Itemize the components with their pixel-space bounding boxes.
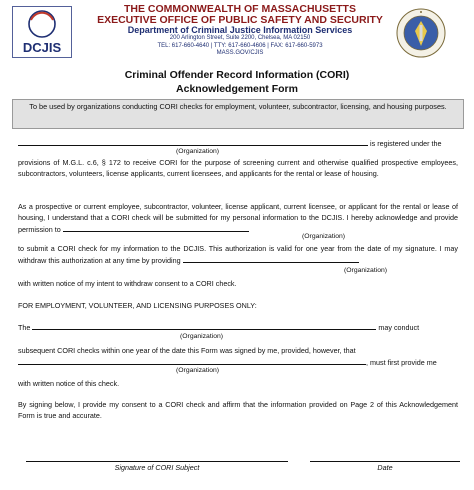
authorization-text: to submit a CORI check for my information to the DCJIS. This authorization is valid for one year from the date of my signature. I may withdraw this authorization at any time by providing bbox=[18, 244, 458, 266]
organization-field-2[interactable] bbox=[63, 223, 249, 232]
the-word: The bbox=[18, 323, 31, 332]
may-conduct-text: may conduct bbox=[378, 323, 420, 332]
paragraph-acknowledgement bbox=[18, 201, 458, 236]
subsequent-checks-text: subsequent CORI checks within one year of the date this Form was signed by me, provided, however, that bbox=[18, 346, 356, 355]
organization-field-3[interactable] bbox=[183, 254, 359, 263]
organization-field-4[interactable] bbox=[32, 321, 376, 330]
section-heading: FOR EMPLOYMENT, VOLUNTEER, AND LICENSING PURPOSES ONLY: bbox=[18, 301, 257, 310]
dcjis-logo bbox=[12, 6, 72, 58]
acknowledgement-text: As a prospective or current employee, subcontractor, volunteer, license applicant, current licensee, or applicant for the rental or lease of housing, I understand that a CORI check will be submitted for my personal information to the DCJIS. I hereby acknowledge and provide permission to bbox=[18, 202, 458, 235]
organization-caption-3: (Organization) bbox=[344, 267, 388, 274]
may-conduct-line bbox=[18, 321, 458, 333]
written-notice-text: with written notice of this check. bbox=[18, 379, 120, 388]
agency-phones: TEL: 617-660-4640 | TTY: 617-660-4606 | FAX: 617-660-5973 bbox=[157, 42, 323, 49]
signature-field[interactable] bbox=[26, 461, 288, 462]
massachusetts-seal-icon bbox=[396, 8, 446, 58]
date-label: Date bbox=[377, 463, 393, 472]
registered-text: is registered under the bbox=[370, 139, 442, 148]
agency-website: MASS.GOV/CJIS bbox=[216, 50, 264, 57]
organization-caption-2: (Organization) bbox=[302, 233, 346, 240]
agency-line2: EXECUTIVE OFFICE OF PUBLIC SAFETY AND SECURITY bbox=[97, 14, 383, 27]
paragraph-provisions: provisions of M.G.L. c.6, § 172 to receive CORI for the purpose of screening current and otherwise qualified prospective employees, subcontractors, volunteers, license applicants, current licensees, and applicants for the rental or lease of housing. bbox=[18, 158, 458, 179]
agency-line3: Department of Criminal Justice Information Services bbox=[127, 25, 353, 36]
date-field[interactable] bbox=[310, 461, 460, 462]
form-title-line2: Acknowledgement Form bbox=[176, 83, 298, 96]
organization-caption-5: (Organization) bbox=[176, 367, 220, 374]
must-provide-line bbox=[18, 356, 458, 368]
agency-address: 200 Arlington Street, Suite 2200, Chelsea, MA 02150 bbox=[169, 35, 311, 42]
agency-line1: THE COMMONWEALTH OF MASSACHUSETTS bbox=[124, 3, 356, 15]
signature-label: Signature of CORI Subject bbox=[114, 463, 200, 472]
form-title bbox=[0, 68, 474, 96]
usage-banner: To be used by organizations conducting CORI checks for employment, volunteer, subcontractor, licensing, and housing purposes. bbox=[12, 99, 464, 129]
must-provide-text: , must first provide me bbox=[366, 358, 437, 367]
organization-caption-4: (Organization) bbox=[180, 333, 224, 340]
organization-field-5[interactable] bbox=[18, 356, 366, 365]
form-title-line1: Criminal Offender Record Information (CORI) bbox=[124, 69, 350, 81]
withdraw-text: with written notice of my intent to withdraw consent to a CORI check. bbox=[18, 279, 237, 288]
organization-caption-1: (Organization) bbox=[176, 148, 220, 155]
letterhead bbox=[0, 4, 474, 70]
registered-line bbox=[18, 137, 458, 149]
dcjis-logo-text: DCJIS bbox=[22, 40, 62, 55]
consent-paragraph: By signing below, I provide my consent to a CORI check and affirm that the information provided on Page 2 of this Acknowledgement Form is true and accurate. bbox=[18, 400, 458, 421]
organization-field-1[interactable] bbox=[18, 137, 368, 146]
agency-block bbox=[90, 4, 390, 58]
paragraph-authorization bbox=[18, 243, 458, 266]
